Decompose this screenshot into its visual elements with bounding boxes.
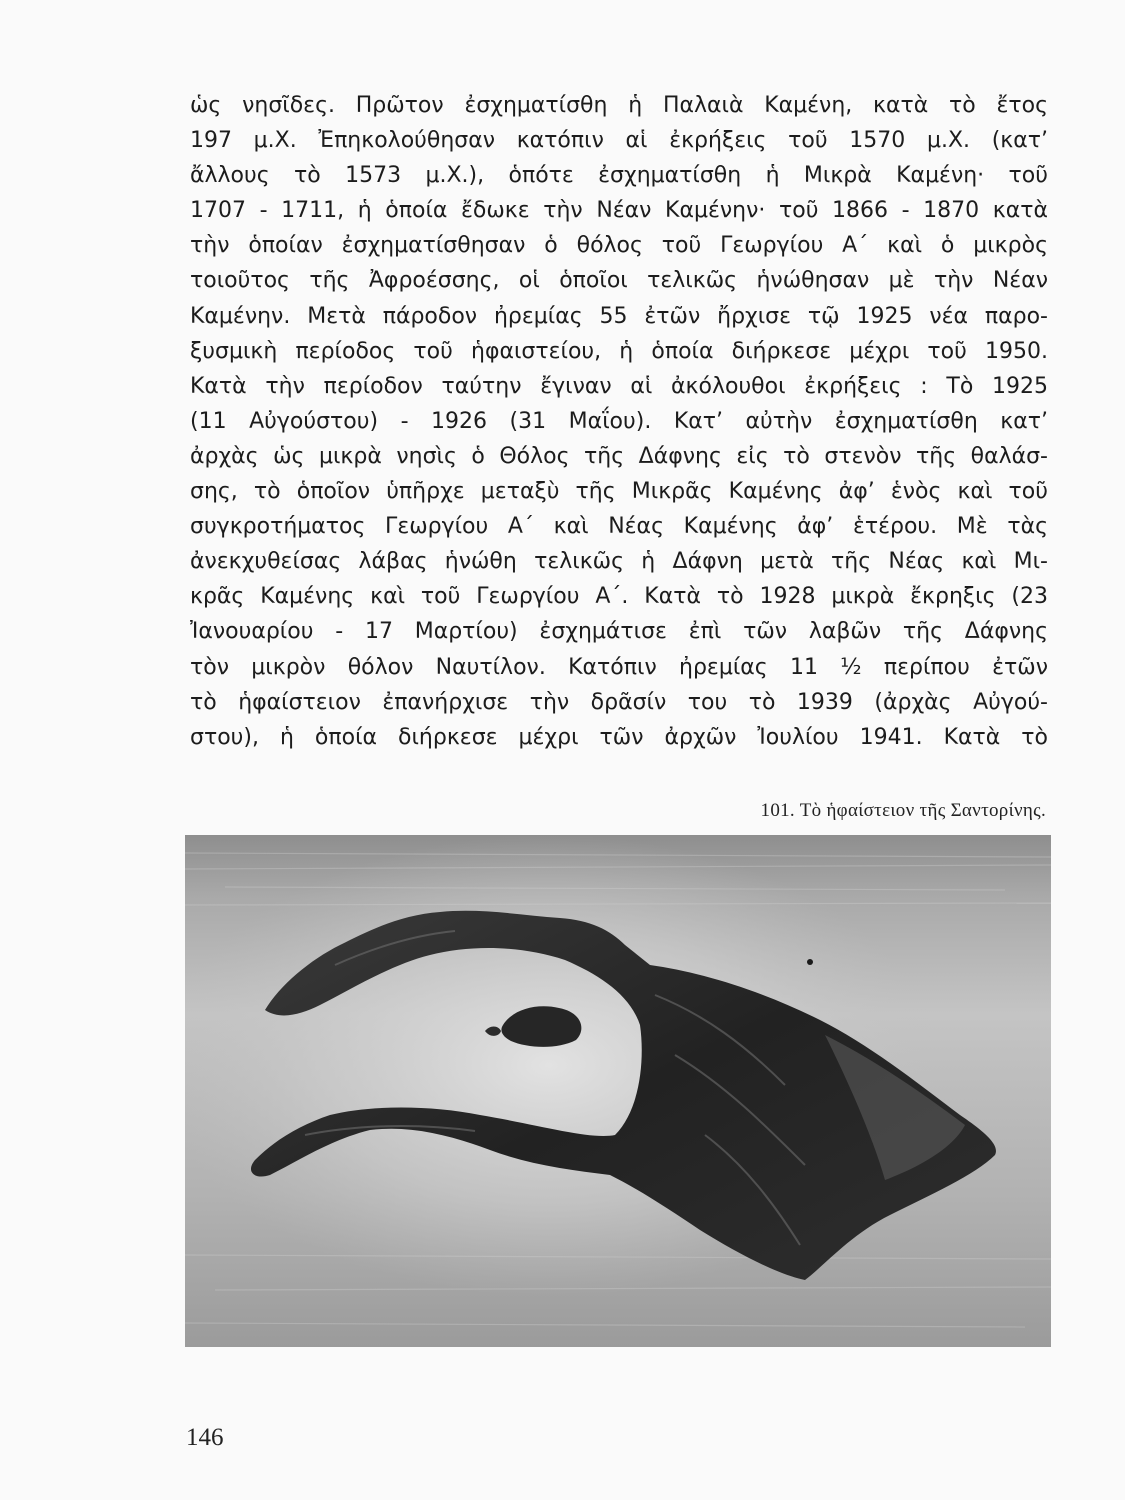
text-line: ἀνεκχυθείσας λάβας ἡνώθη τελικῶς ἡ Δάφνη μετὰ τῆς Νέας καὶ Μι-	[190, 549, 1048, 575]
text-line: τὸν μικρὸν θόλον Ναυτίλον. Κατόπιν ἠρεμίας 11 ½ περίπου ἐτῶν	[190, 654, 1048, 680]
text-line: Ἰανουαρίου - 17 Μαρτίου) ἐσχημάτισε ἐπὶ τῶν λαβῶν τῆς Δάφνης	[190, 619, 1048, 645]
text-line: τὴν ὁποίαν ἐσχηματίσθησαν ὁ θόλος τοῦ Γεωργίου Α΄ καὶ ὁ μικρὸς	[190, 233, 1048, 259]
speck	[807, 959, 813, 965]
text-line: τὸ ἡφαίστειον ἐπανήρχισε τὴν δρᾶσίν του τὸ 1939 (ἀρχὰς Αὐγού-	[190, 689, 1048, 715]
text-line: συγκροτήματος Γεωργίου Α΄ καὶ Νέας Καμένης ἀφ’ ἑτέρου. Μὲ τὰς	[190, 514, 1048, 540]
page-number: 146	[186, 1424, 224, 1451]
text-line: 1707 - 1711, ἡ ὁποία ἔδωκε τὴν Νέαν Καμένην· τοῦ 1866 - 1870 κατὰ	[190, 198, 1048, 224]
text-line: κρᾶς Καμένης καὶ τοῦ Γεωργίου Α΄. Κατὰ τὸ 1928 μικρὰ ἔκρηξις (23	[190, 584, 1048, 610]
body-text	[190, 88, 1048, 755]
text-line: (11 Αὐγούστου) - 1926 (31 Μαΐου). Κατ’ αὐτὴν ἐσχηματίσθη κατ’	[190, 408, 1048, 434]
text-line: ξυσμικὴ περίοδος τοῦ ἡφαιστείου, ἡ ὁποία διήρκεσε μέχρι τοῦ 1950.	[190, 338, 1048, 364]
text-line: ὡς νησῖδες. Πρῶτον ἐσχηματίσθη ἡ Παλαιὰ Καμένη, κατὰ τὸ ἔτος	[190, 93, 1048, 118]
text-line: Κατὰ τὴν περίοδον ταύτην ἔγιναν αἱ ἀκόλουθοι ἐκρήξεις : Τὸ 1925	[190, 373, 1048, 399]
text-line: Καμένην. Μετὰ πάροδον ἠρεμίας 55 ἐτῶν ἤρχισε τῷ 1925 νέα παρο-	[190, 303, 1048, 329]
text-line: στου), ἡ ὁποία διήρκεσε μέχρι τῶν ἀρχῶν Ἰουλίου 1941. Κατὰ τὸ	[190, 724, 1048, 750]
santorini-aerial-photo	[185, 835, 1051, 1347]
text-line: σης, τὸ ὁποῖον ὑπῆρχε μεταξὺ τῆς Μικρᾶς Καμένης ἀφ’ ἑνὸς καὶ τοῦ	[190, 479, 1048, 505]
text-line: ἀρχὰς ὡς μικρὰ νησὶς ὁ Θόλος τῆς Δάφνης εἰς τὸ στενὸν τῆς θαλάσ-	[190, 443, 1048, 469]
text-line: τοιοῦτος τῆς Ἀφροέσσης, οἱ ὁποῖοι τελικῶς ἡνώθησαν μὲ τὴν Νέαν	[190, 268, 1048, 294]
text-line: 197 μ.Χ. Ἐπηκολούθησαν κατόπιν αἱ ἐκρήξεις τοῦ 1570 μ.Χ. (κατ’	[190, 128, 1048, 154]
figure-caption: 101. Τὸ ἡφαίστειον τῆς Σαντορίνης.	[760, 800, 1046, 821]
text-line: ἄλλους τὸ 1573 μ.Χ.), ὁπότε ἐσχηματίσθη ἡ Μικρὰ Καμένη· τοῦ	[190, 163, 1048, 189]
